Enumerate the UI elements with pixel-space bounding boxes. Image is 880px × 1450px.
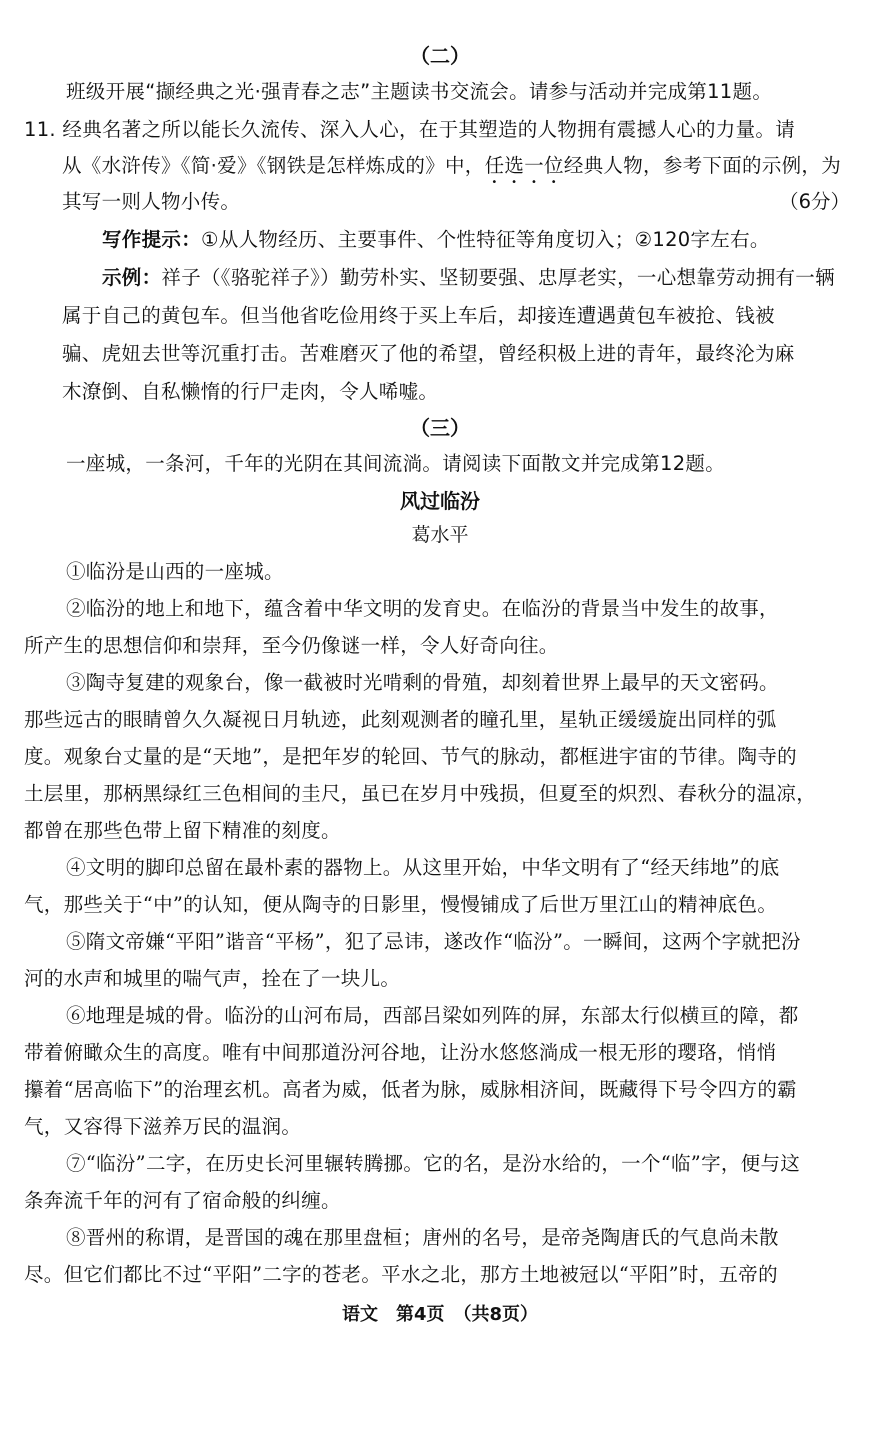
essay-line: 攥着“居高临下”的治理玄机。高者为威，低者为脉，威脉相济间，既藏得下号令四方的霸 bbox=[24, 1078, 797, 1101]
section-intro-3: 一座城，一条河，千年的光阴在其间流淌。请阅读下面散文并完成第12题。 bbox=[66, 452, 726, 475]
essay-line: ②临汾的地上和地下，蕴含着中华文明的发育史。在临汾的背景当中发生的故事， bbox=[66, 597, 779, 620]
emphasized-phrase: 任选一位 bbox=[484, 154, 564, 177]
essay-line: 尽。但它们都比不过“平阳”二字的苍老。平水之北，那方土地被冠以“平阳”时，五帝的 bbox=[24, 1263, 778, 1286]
example-line-1 bbox=[102, 262, 835, 290]
example-line-2: 属于自己的黄包车。但当他省吃俭用终于买上车后，却接连遭遇黄包车被抢、钱被 bbox=[62, 304, 775, 327]
section-intro-2: 班级开展“撷经典之光·强青春之志”主题读书交流会。请参与活动并完成第11题。 bbox=[66, 80, 773, 103]
question-11-line-2-part-a: 从《水浒传》《简·爱》《钢铁是怎样炼成的》中， bbox=[62, 154, 485, 177]
essay-line: 土层里，那柄黑绿红三色相间的圭尺，虽已在岁月中残损，但夏至的炽烈、春秋分的温凉， bbox=[24, 782, 817, 805]
question-11-score: （6分） bbox=[779, 190, 850, 213]
essay-line: ③陶寺复建的观象台，像一截被时光啃剩的骨殖，却刻着世界上最早的天文密码。 bbox=[66, 671, 779, 694]
essay-title: 风过临汾 bbox=[400, 489, 480, 513]
example-text-1: 祥子（《骆驼祥子》）勤劳朴实、坚韧要强、忠厚老实，一心想靠劳动拥有一辆 bbox=[161, 266, 835, 289]
essay-line: 度。观象台丈量的是“天地”，是把年岁的轮回、节气的脉动，都框进宇宙的节律。陶寺的 bbox=[24, 745, 797, 768]
page-footer: 语文 第4页 （共8页） bbox=[341, 1304, 539, 1325]
essay-line: 都曾在那些色带上留下精准的刻度。 bbox=[24, 819, 341, 842]
essay-author: 葛水平 bbox=[411, 524, 469, 546]
essay-line: ⑥地理是城的骨。临汾的山河布局，西部吕梁如列阵的屏，东部太行似横亘的障，都 bbox=[66, 1004, 799, 1027]
essay-line: 带着俯瞰众生的高度。唯有中间那道汾河谷地，让汾水悠悠淌成一根无形的璎珞，悄悄 bbox=[24, 1041, 777, 1064]
essay-line: ⑧晋州的称谓，是晋国的魂在那里盘桓；唐州的名号，是帝尧陶唐氏的气息尚未散 bbox=[66, 1226, 779, 1249]
essay-line: 所产生的思想信仰和崇拜，至今仍像谜一样，令人好奇向往。 bbox=[24, 634, 559, 657]
writing-tip-label: 写作提示： bbox=[102, 228, 202, 251]
essay-line: ①临汾是山西的一座城。 bbox=[66, 560, 284, 583]
question-11-line-1: 11. 经典名著之所以能长久流传、深入人心，在于其塑造的人物拥有震撼人心的力量。请 bbox=[24, 118, 796, 141]
essay-line: 河的水声和城里的喘气声，拴在了一块儿。 bbox=[24, 967, 401, 990]
section-heading-2: （二） bbox=[410, 44, 470, 68]
example-line-3: 骗、虎妞去世等沉重打击。苦难磨灭了他的希望，曾经积极上进的青年，最终沦为麻 bbox=[62, 342, 795, 365]
essay-line: 气，又容得下滋养万民的温润。 bbox=[24, 1115, 302, 1138]
question-11-line-3: 其写一则人物小传。 bbox=[62, 190, 241, 213]
writing-tip bbox=[102, 224, 770, 252]
essay-line: ⑤隋文帝嫌“平阳”谐音“平杨”，犯了忌讳，遂改作“临汾”。一瞬间，这两个字就把汾 bbox=[66, 930, 801, 953]
section-heading-3: （三） bbox=[410, 416, 470, 440]
example-label: 示例： bbox=[102, 266, 162, 289]
writing-tip-text: ①从人物经历、主要事件、个性特征等角度切入；②120字左右。 bbox=[201, 228, 770, 251]
essay-line: 气，那些关于“中”的认知，便从陶寺的日影里，慢慢铺成了后世万里江山的精神底色。 bbox=[24, 893, 778, 916]
essay-line: ④文明的脚印总留在最朴素的器物上。从这里开始，中华文明有了“经天纬地”的底 bbox=[66, 856, 780, 879]
question-11-line-2-part-b: 经典人物，参考下面的示例，为 bbox=[563, 154, 842, 177]
essay-line: 条奔流千年的河有了宿命般的纠缠。 bbox=[24, 1189, 341, 1212]
question-11-line-2 bbox=[62, 150, 841, 188]
essay-line: 那些远古的眼睛曾久久凝视日月轨迹，此刻观测者的瞳孔里，星轨正缓缓旋出同样的弧 bbox=[24, 708, 777, 731]
essay-line: ⑦“临汾”二字，在历史长河里辗转腾挪。它的名，是汾水给的，一个“临”字，便与这 bbox=[66, 1152, 801, 1175]
example-line-4: 木潦倒、自私懒惰的行尸走肉，令人唏嘘。 bbox=[62, 380, 439, 403]
